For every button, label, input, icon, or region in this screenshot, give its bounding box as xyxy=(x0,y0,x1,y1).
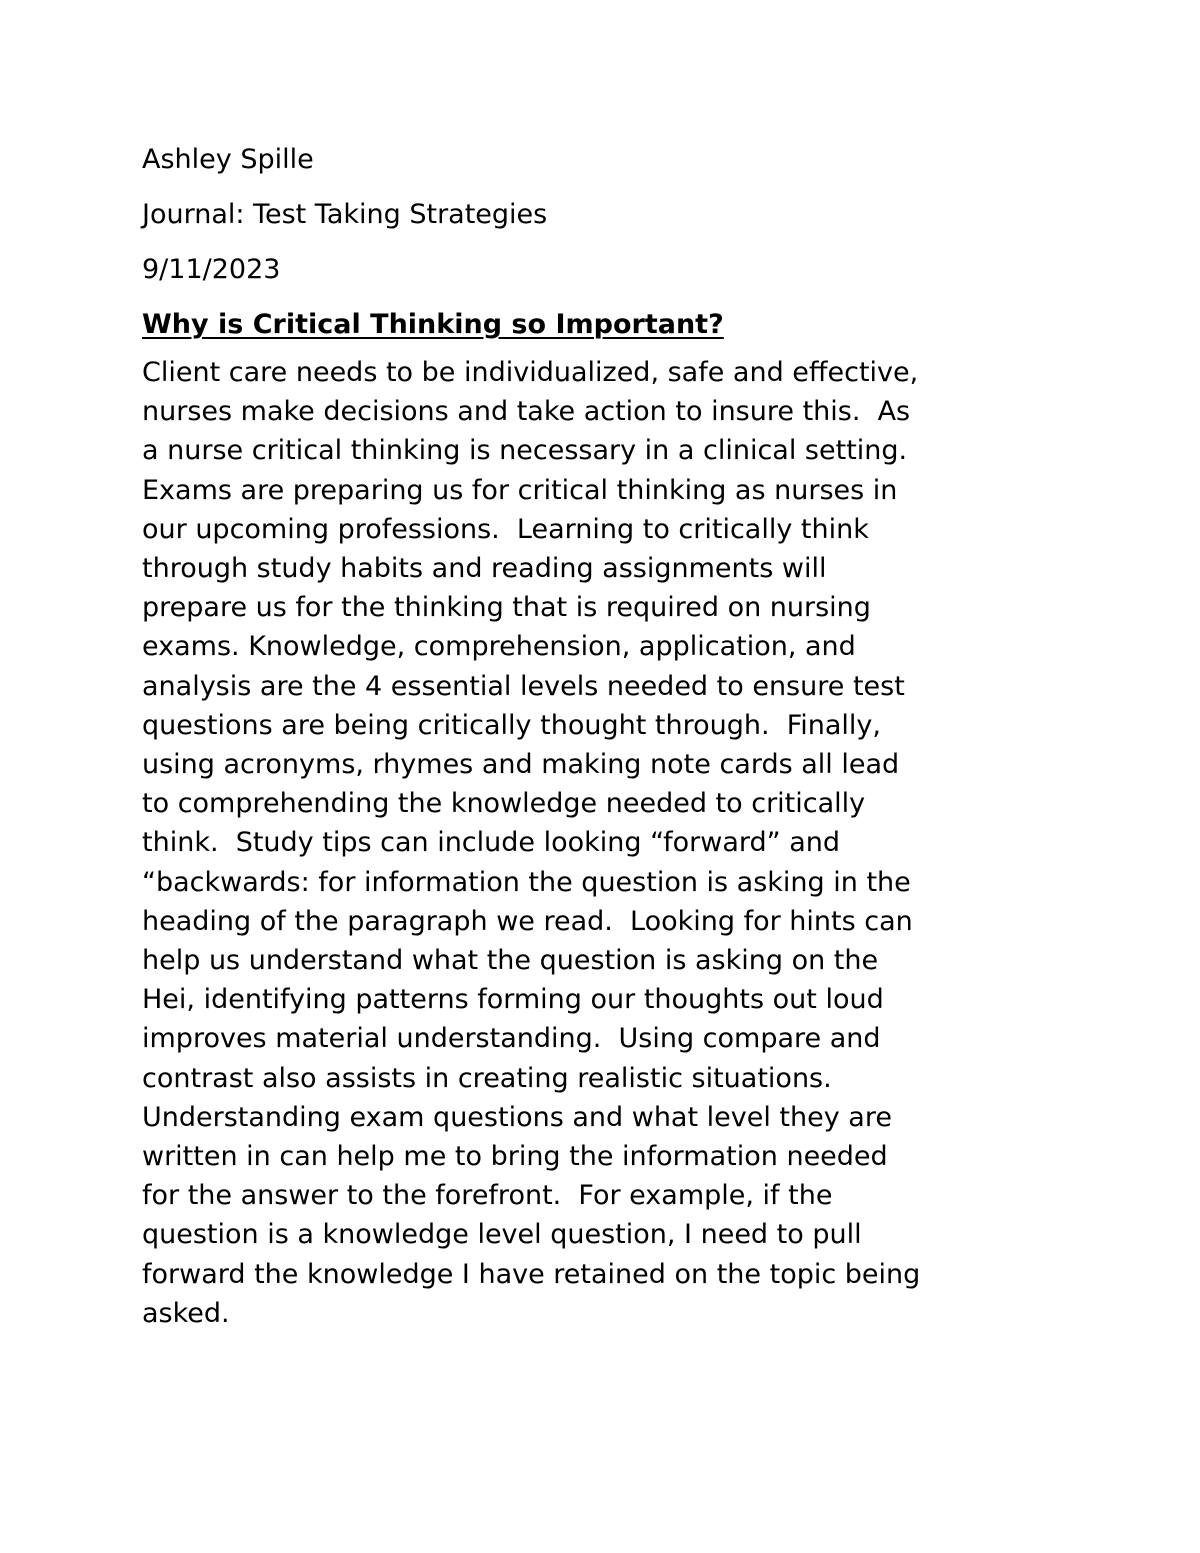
body-line: prepare us for the thinking that is required on nursing xyxy=(142,592,871,624)
body-line: through study habits and reading assignments will xyxy=(142,553,827,585)
body-line: written in can help me to bring the information needed xyxy=(142,1141,888,1173)
body-line: forward the knowledge I have retained on the topic being xyxy=(142,1258,921,1290)
body-line: analysis are the 4 essential levels needed to ensure test xyxy=(142,670,905,702)
body-line: “backwards: for information the question is asking in the xyxy=(142,866,911,898)
body-line: to comprehending the knowledge needed to critically xyxy=(142,788,866,820)
body-line: for the answer to the forefront. For example, if the xyxy=(142,1180,833,1212)
section-heading: Why is Critical Thinking so Important? xyxy=(142,309,724,340)
body-line: improves material understanding. Using compare and xyxy=(142,1023,881,1055)
document-content xyxy=(142,140,1072,1333)
body-line: our upcoming professions. Learning to critically think xyxy=(142,513,869,545)
body-line: think. Study tips can include looking “forward” and xyxy=(142,827,841,859)
body-line: using acronyms, rhymes and making note cards all lead xyxy=(142,749,900,781)
body-line: exams. Knowledge, comprehension, application, and xyxy=(142,631,856,663)
assignment-title: Journal: Test Taking Strategies xyxy=(142,199,548,230)
body-line: Hei, identifying patterns forming our thoughts out loud xyxy=(142,984,884,1016)
body-line: Client care needs to be individualized, safe and effective, xyxy=(142,357,919,388)
body-line: help us understand what the question is asking on the xyxy=(142,945,879,977)
body-line: contrast also assists in creating realistic situations. xyxy=(142,1062,832,1094)
body-line: question is a knowledge level question, I need to pull xyxy=(142,1219,862,1251)
body-line: Understanding exam questions and what level they are xyxy=(142,1101,892,1133)
document-date: 9/11/2023 xyxy=(142,254,281,285)
body-line: questions are being critically thought through. Finally, xyxy=(142,709,881,741)
author-name: Ashley Spille xyxy=(142,144,314,175)
body-line: asked. xyxy=(142,1297,230,1329)
body-line: Exams are preparing us for critical thinking as nurses in xyxy=(142,474,898,506)
body-paragraph xyxy=(142,353,1072,1333)
body-line: a nurse critical thinking is necessary in a clinical setting. xyxy=(142,435,908,467)
body-line: heading of the paragraph we read. Looking for hints can xyxy=(142,905,913,937)
body-line: nurses make decisions and take action to insure this. As xyxy=(142,396,911,428)
